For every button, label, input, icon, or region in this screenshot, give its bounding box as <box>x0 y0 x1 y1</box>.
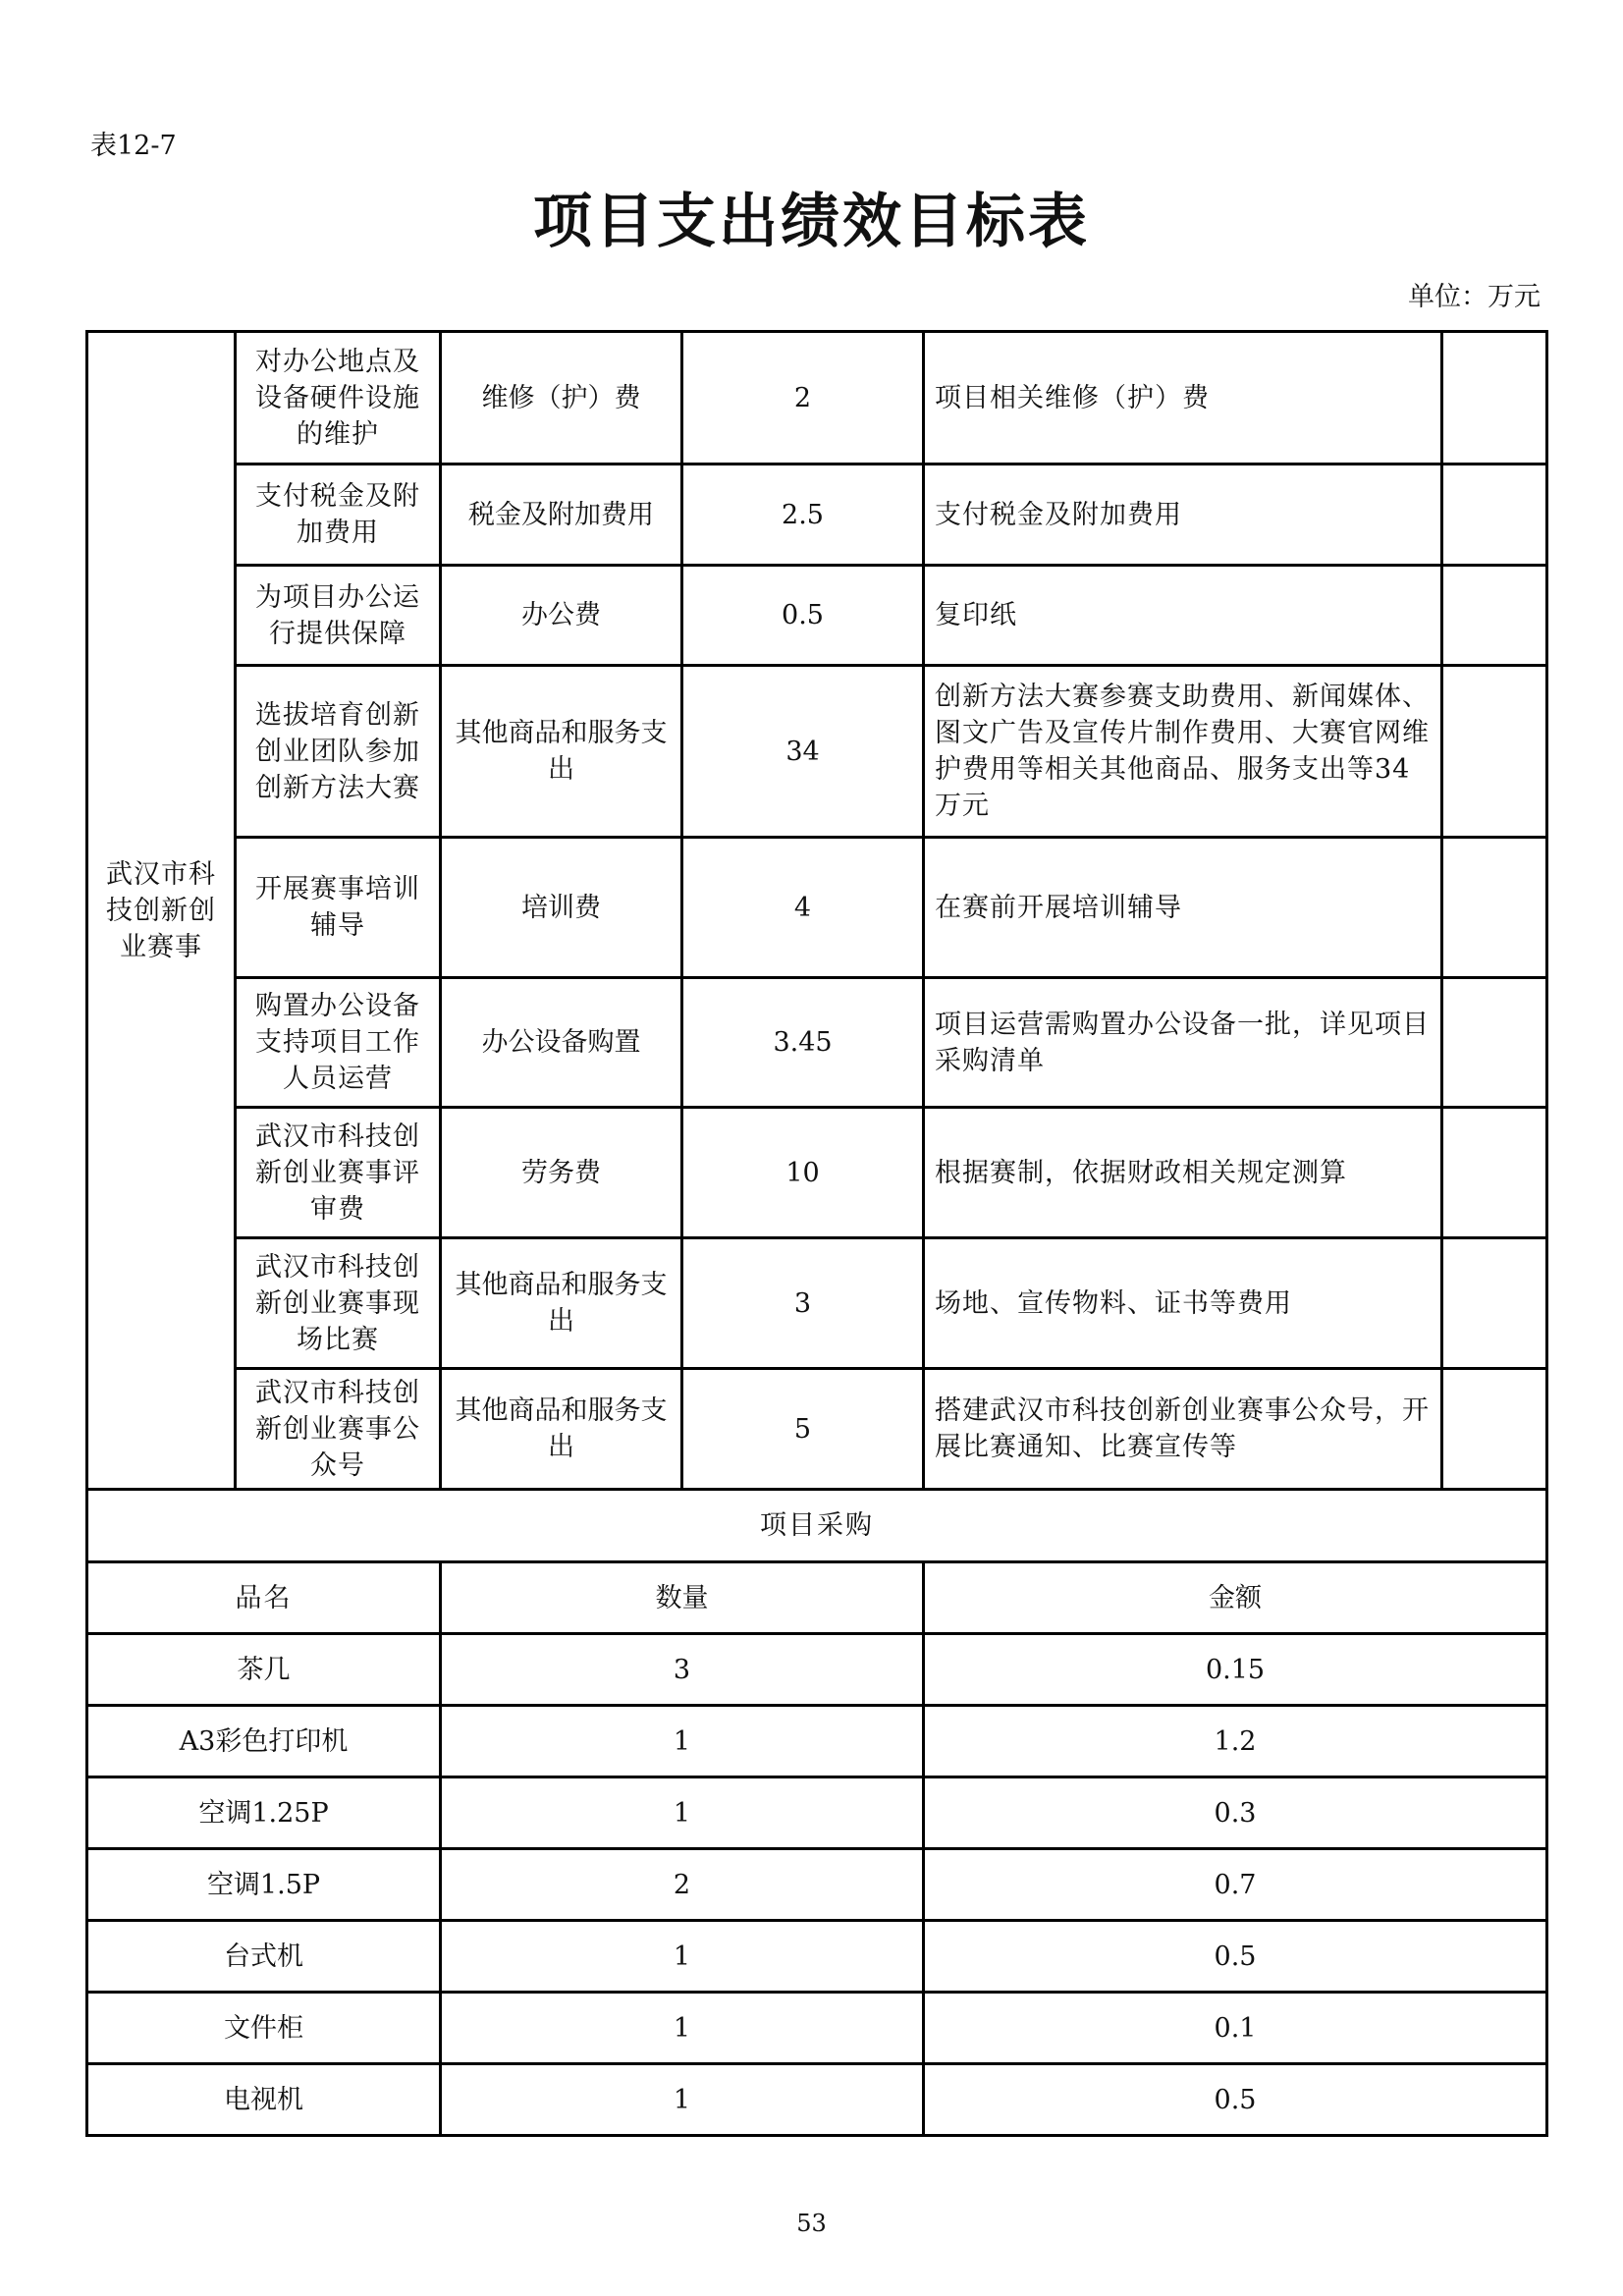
category-cell: 培训费 <box>441 838 682 978</box>
amount-cell: 34 <box>682 666 924 838</box>
note-cell <box>1442 332 1547 465</box>
amount-cell: 10 <box>682 1108 924 1238</box>
item-quantity-cell: 2 <box>441 1849 924 1921</box>
procurement-row <box>87 1993 1547 2064</box>
item-amount-cell: 0.3 <box>924 1777 1547 1849</box>
budget-row <box>87 666 1547 838</box>
note-cell <box>1442 666 1547 838</box>
budget-row <box>87 566 1547 666</box>
category-cell: 维修（护）费 <box>441 332 682 465</box>
description-cell: 项目相关维修（护）费 <box>924 332 1442 465</box>
amount-cell: 2 <box>682 332 924 465</box>
item-name-cell: 台式机 <box>87 1921 441 1993</box>
page-number: 53 <box>796 2210 827 2237</box>
budget-row <box>87 1108 1547 1238</box>
procurement-row <box>87 1921 1547 1993</box>
table-label: 表12-7 <box>90 131 177 161</box>
category-cell: 其他商品和服务支出 <box>441 1369 682 1490</box>
activity-cell: 支付税金及附加费用 <box>236 465 441 566</box>
note-cell <box>1442 1238 1547 1369</box>
activity-cell: 购置办公设备支持项目工作人员运营 <box>236 978 441 1108</box>
category-cell: 税金及附加费用 <box>441 465 682 566</box>
page-title: 项目支出绩效目标表 <box>533 188 1090 256</box>
budget-row <box>87 1238 1547 1369</box>
item-amount-cell: 0.5 <box>924 2064 1547 2136</box>
amount-cell: 5 <box>682 1369 924 1490</box>
note-cell <box>1442 978 1547 1108</box>
procurement-row <box>87 2064 1547 2136</box>
item-amount-cell: 0.5 <box>924 1921 1547 1993</box>
description-cell: 创新方法大赛参赛支助费用、新闻媒体、图文广告及宣传片制作费用、大赛官网维护费用等相关其他商品、服务支出等34万元 <box>924 666 1442 838</box>
budget-row <box>87 978 1547 1108</box>
description-cell: 根据赛制，依据财政相关规定测算 <box>924 1108 1442 1238</box>
performance-table <box>85 330 1548 2137</box>
procurement-row <box>87 1777 1547 1849</box>
note-cell <box>1442 1108 1547 1238</box>
item-quantity-cell: 1 <box>441 1921 924 1993</box>
category-cell: 办公设备购置 <box>441 978 682 1108</box>
category-cell: 其他商品和服务支出 <box>441 666 682 838</box>
note-cell <box>1442 566 1547 666</box>
activity-cell: 为项目办公运行提供保障 <box>236 566 441 666</box>
description-cell: 支付税金及附加费用 <box>924 465 1442 566</box>
column-header-quantity: 数量 <box>441 1562 924 1634</box>
item-amount-cell: 0.1 <box>924 1993 1547 2064</box>
category-cell: 其他商品和服务支出 <box>441 1238 682 1369</box>
unit-label: 单位：万元 <box>1408 282 1541 312</box>
item-name-cell: 空调1.25P <box>87 1777 441 1849</box>
procurement-title-row <box>87 1490 1547 1562</box>
item-amount-cell: 1.2 <box>924 1706 1547 1777</box>
procurement-row <box>87 1849 1547 1921</box>
column-header-name: 品名 <box>87 1562 441 1634</box>
budget-row <box>87 332 1547 465</box>
item-amount-cell: 0.7 <box>924 1849 1547 1921</box>
note-cell <box>1442 1369 1547 1490</box>
amount-cell: 2.5 <box>682 465 924 566</box>
category-cell: 办公费 <box>441 566 682 666</box>
activity-cell: 武汉市科技创新创业赛事评审费 <box>236 1108 441 1238</box>
item-name-cell: 茶几 <box>87 1634 441 1706</box>
item-name-cell: A3彩色打印机 <box>87 1706 441 1777</box>
description-cell: 场地、宣传物料、证书等费用 <box>924 1238 1442 1369</box>
amount-cell: 3 <box>682 1238 924 1369</box>
category-cell: 劳务费 <box>441 1108 682 1238</box>
activity-cell: 武汉市科技创新创业赛事公众号 <box>236 1369 441 1490</box>
amount-cell: 3.45 <box>682 978 924 1108</box>
activity-cell: 开展赛事培训辅导 <box>236 838 441 978</box>
budget-row <box>87 838 1547 978</box>
procurement-row <box>87 1634 1547 1706</box>
description-cell: 在赛前开展培训辅导 <box>924 838 1442 978</box>
activity-cell: 选拔培育创新创业团队参加创新方法大赛 <box>236 666 441 838</box>
item-quantity-cell: 1 <box>441 2064 924 2136</box>
item-quantity-cell: 1 <box>441 1706 924 1777</box>
column-header-amount: 金额 <box>924 1562 1547 1634</box>
project-name-cell: 武汉市科技创新创业赛事 <box>87 332 236 1490</box>
amount-cell: 4 <box>682 838 924 978</box>
description-cell: 项目运营需购置办公设备一批，详见项目采购清单 <box>924 978 1442 1108</box>
procurement-row <box>87 1706 1547 1777</box>
description-cell: 复印纸 <box>924 566 1442 666</box>
activity-cell: 武汉市科技创新创业赛事现场比赛 <box>236 1238 441 1369</box>
budget-row <box>87 1369 1547 1490</box>
note-cell <box>1442 465 1547 566</box>
activity-cell: 对办公地点及设备硬件设施的维护 <box>236 332 441 465</box>
item-name-cell: 文件柜 <box>87 1993 441 2064</box>
item-quantity-cell: 1 <box>441 1993 924 2064</box>
procurement-header-row <box>87 1562 1547 1634</box>
item-name-cell: 电视机 <box>87 2064 441 2136</box>
item-quantity-cell: 3 <box>441 1634 924 1706</box>
amount-cell: 0.5 <box>682 566 924 666</box>
budget-row <box>87 465 1547 566</box>
item-quantity-cell: 1 <box>441 1777 924 1849</box>
note-cell <box>1442 838 1547 978</box>
procurement-section-title: 项目采购 <box>87 1490 1547 1562</box>
item-name-cell: 空调1.5P <box>87 1849 441 1921</box>
item-amount-cell: 0.15 <box>924 1634 1547 1706</box>
description-cell: 搭建武汉市科技创新创业赛事公众号，开展比赛通知、比赛宣传等 <box>924 1369 1442 1490</box>
